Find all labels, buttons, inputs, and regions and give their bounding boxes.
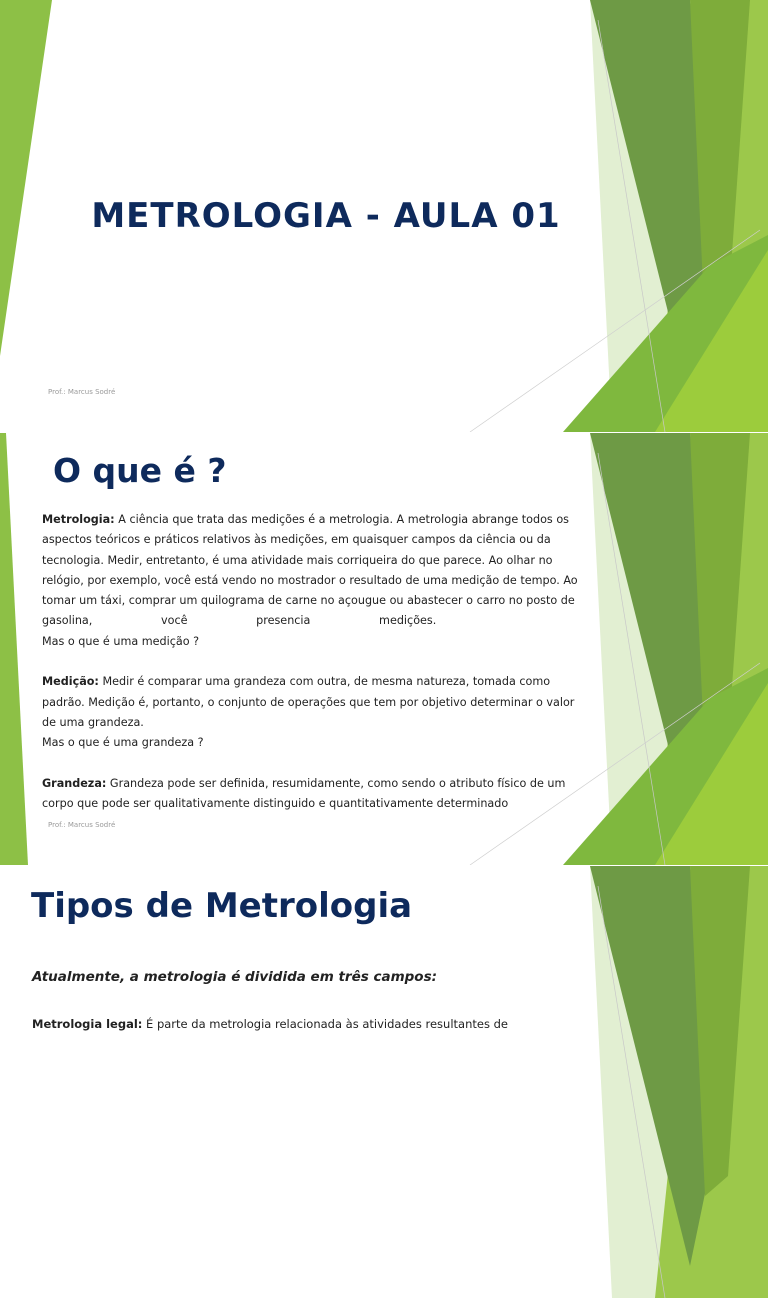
metrologia-line: relógio, por exemplo, você está vendo no mostrador o resultado de uma medição de tempo. Ao [42,573,578,587]
question-medicao: Mas o que é uma medição ? [42,634,200,648]
author-label: Prof.: Marcus Sodré [48,821,116,829]
grandeza-line: corpo que pode ser qualitativamente distinguido e quantitativamente determinado [42,797,509,811]
metrologia-line: aspectos teóricos e práticos relativos às medições, em quaisquer campos da ciência ou da [42,533,551,547]
left-green-stripe [0,0,52,356]
metrologia-line: tomar um táxi, comprar um quilograma de carne no açougue ou abastecer o carro no posto de [42,594,575,608]
metrologia-line: tecnologia. Medir, entretanto, é uma atividade mais corriqueira do que parece. Ao olhar no [42,553,553,567]
grandeza-line [42,774,585,794]
metrologia-line [42,510,585,530]
word: você [161,614,188,628]
author-label: Prof.: Marcus Sodré [48,388,116,396]
medicao-line [42,672,585,692]
legal-text: É parte da metrologia relacionada às atividades resultantes de [146,1017,508,1031]
left-green-stripe [0,433,28,865]
medicao-line: padrão. Medição é, portanto, o conjunto de operações que tem por objetivo determinar o valor [42,695,575,709]
metrologia-last-line [42,611,585,631]
spacer [505,611,585,631]
metrologia-text: A ciência que trata das medições é a metrologia. A metrologia abrange todos os [118,513,569,526]
paragraph-gap [42,652,585,672]
medicao-term: Medição: [42,675,99,689]
grandeza-term: Grandeza: [42,776,107,790]
definitions-text [42,510,585,814]
legal-term: Metrologia legal: [32,1017,143,1031]
medicao-text: Medir é comparar uma grandeza com outra, de mesma natureza, tomada como [102,675,551,689]
slide-heading: Tipos de Metrologia [31,886,413,926]
metrologia-term: Metrologia: [42,513,115,526]
presentation-title: METROLOGIA - AULA 01 [91,196,561,236]
word: medições. [379,614,437,628]
green-decoration [0,866,768,1298]
word: gasolina, [42,614,93,628]
slide-definitions [0,433,768,865]
paragraph-gap [42,754,585,774]
metrologia-legal-line [32,1014,532,1034]
slide-heading: O que é ? [53,451,227,490]
medicao-line: de uma grandeza. [42,715,144,729]
slide-title [0,0,768,432]
word: presencia [256,614,311,628]
lead-text: Atualmente, a metrologia é dividida em três campos: [32,969,438,985]
grandeza-text: Grandeza pode ser definida, resumidamente, como sendo o atributo físico de um [109,776,566,790]
slide-types [0,866,768,1298]
question-grandeza: Mas o que é uma grandeza ? [42,736,204,750]
